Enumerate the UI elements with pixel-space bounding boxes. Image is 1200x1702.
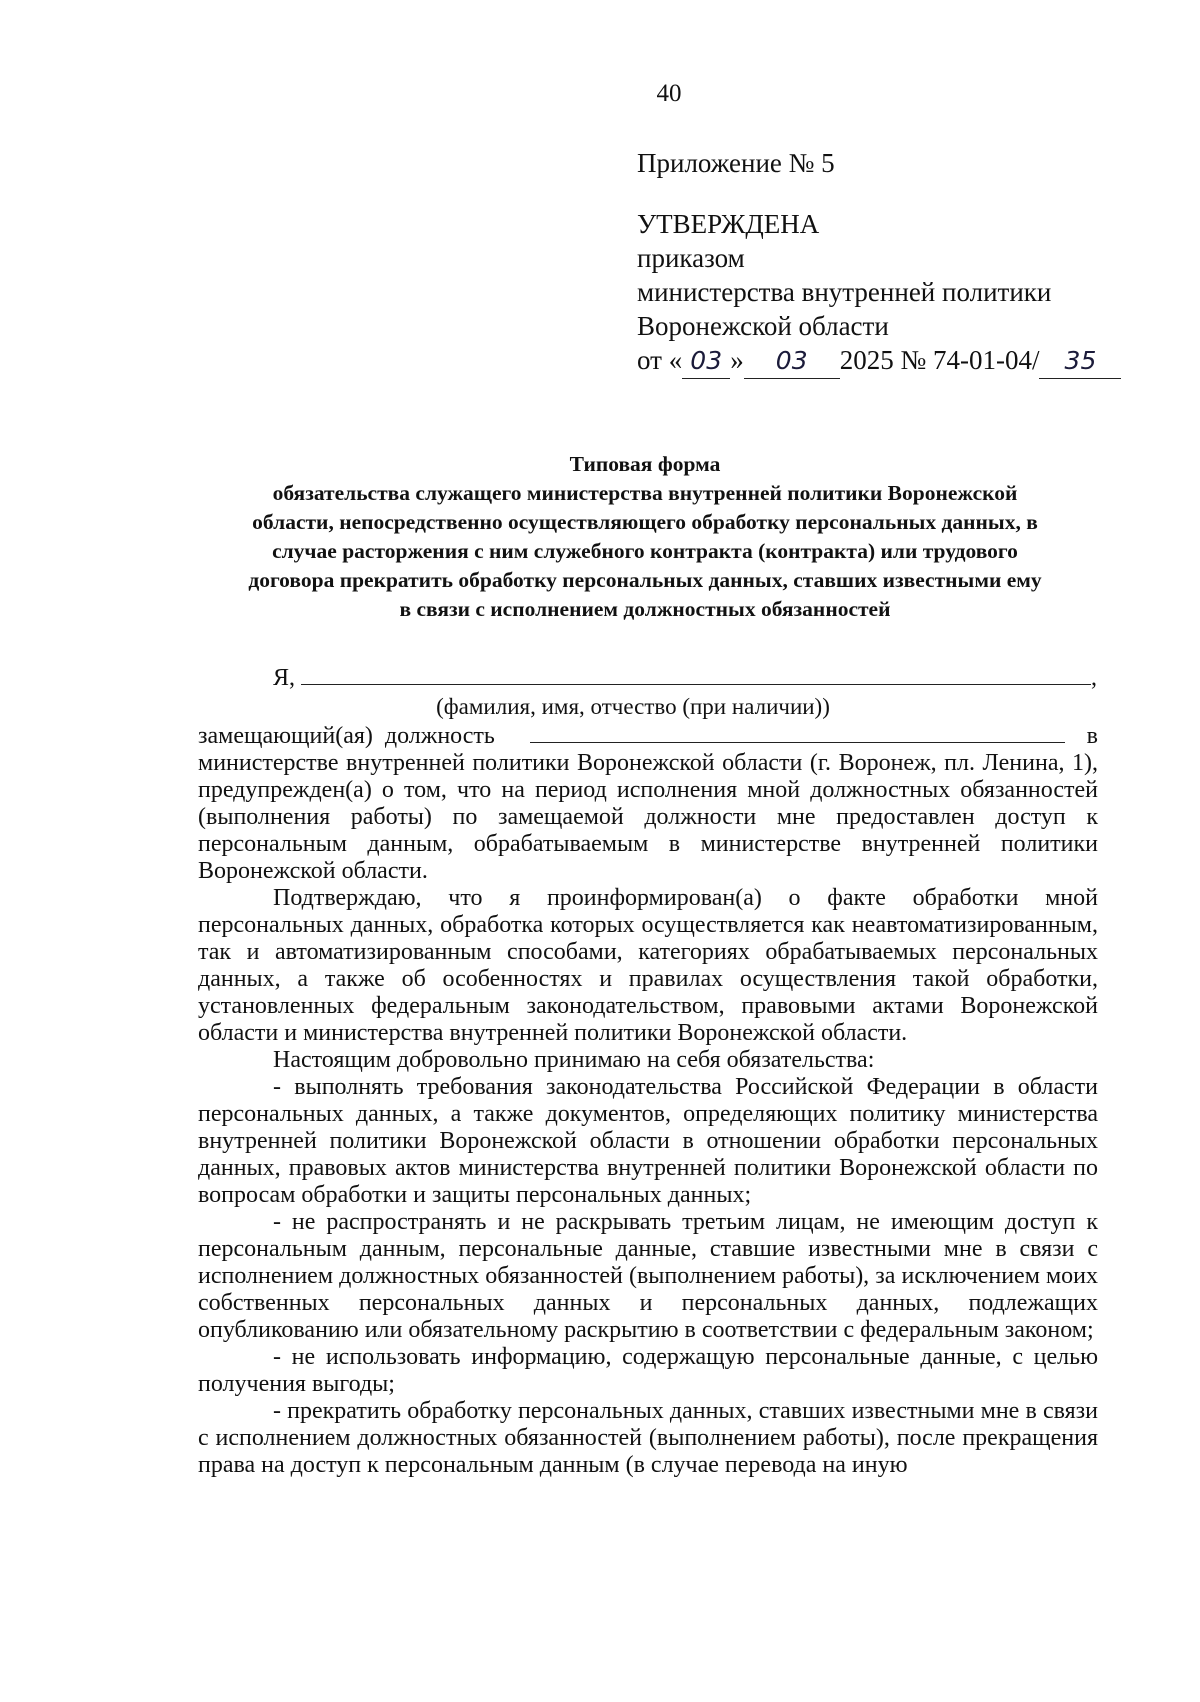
title-line: в связи с исполнением должностных обязанностей <box>399 597 891 621</box>
ya-label: Я, <box>273 665 296 691</box>
order-day-field <box>682 343 730 379</box>
appendix-number: Приложение № 5 <box>637 148 835 178</box>
order-year-and-number: 2025 № 74-01-04/ <box>839 345 1040 375</box>
fio-comma: , <box>1091 665 1098 691</box>
title-line: Типовая форма <box>569 452 721 476</box>
paragraph: - не использовать информацию, содержащую персональные данные, с целью получения выгоды; <box>198 1344 1098 1397</box>
fio-line <box>198 664 1098 692</box>
title-line: договора прекратить обработку персональных данных, ставших известными ему <box>248 568 1042 592</box>
page-number: 40 <box>656 80 682 107</box>
by-order-label: приказом <box>637 243 745 273</box>
title-line: случае расторжения с ним служебного контракта (контракта) или трудового <box>272 539 1018 563</box>
position-line <box>198 722 1098 750</box>
date-quote-close: » <box>730 345 744 375</box>
paragraph: Подтверждаю, что я проинформирован(а) о факте обработки мной персональных данных, обработка которых осуществляется как неавтоматизированным, так и автоматизированным способами, категориях обрабатываемых персональных данных, а также об особенностях и правилах осуществления такой обработки, установленных федеральным законодательством, правовыми актами Воронежской области и министерства внутренней политики Воронежской области. <box>198 885 1098 1046</box>
region-label: Воронежской области <box>637 311 889 341</box>
title-line: области, непосредственно осуществляющего обработку персональных данных, в <box>252 510 1038 534</box>
handwritten-month: 03 <box>775 346 808 375</box>
position-blank <box>530 722 1065 743</box>
paragraph: министерстве внутренней политики Воронежской области (г. Воронеж, пл. Ленина, 1), предупрежден(а) о том, что на период исполнения мной должностных обязанностей (выполнения работы) по замещаемой должности мне предоставлен доступ к персональным данным, обрабатываемым в министерстве внутренней политики Воронежской области. <box>198 750 1098 884</box>
handwritten-day: 03 <box>690 346 723 375</box>
document-title <box>190 450 1100 624</box>
order-number-field <box>1039 343 1121 379</box>
fio-blank <box>301 664 1091 685</box>
title-line: обязательства служащего министерства внутренней политики Воронежской <box>272 481 1018 505</box>
approval-block <box>637 146 1177 379</box>
ministry-label: министерства внутренней политики <box>637 277 1052 307</box>
handwritten-number: 35 <box>1064 346 1097 375</box>
date-prefix: от « <box>637 345 683 375</box>
paragraph: - прекратить обработку персональных данных, ставших известными мне в связи с исполнением должностных обязанностей (выполнением работы), после прекращения права на доступ к персональным данным (в случае перевода на иную <box>198 1398 1098 1478</box>
position-label: замещающий(ая) должность <box>198 723 495 749</box>
paragraph: - не распространять и не раскрывать третьим лицам, не имеющим доступ к персональным данным, персональные данные, ставшие известными мне в связи с исполнением должностных обязанностей (выполнением работы), за исключением моих собственных персональных данных и персональных данных, подлежащих опубликованию или обязательному раскрытию в соответствии с федеральным законом; <box>198 1209 1098 1343</box>
order-date-line <box>637 343 1177 379</box>
position-in: в <box>1086 723 1098 749</box>
paragraph: - выполнять требования законодательства Российской Федерации в области персональных данных, а также документов, определяющих политику министерства внутренней политики Воронежской области в отношении обработки персональных данных, правовых актов министерства внутренней политики Воронежской области по вопросам обработки и защиты персональных данных; <box>198 1074 1098 1208</box>
approved-label: УТВЕРЖДЕНА <box>637 209 820 239</box>
order-month-field <box>744 343 840 379</box>
fio-caption: (фамилия, имя, отчество (при наличии)) <box>436 694 830 719</box>
paragraph: Настоящим добровольно принимаю на себя обязательства: <box>273 1047 875 1073</box>
document-body <box>198 750 1098 1479</box>
